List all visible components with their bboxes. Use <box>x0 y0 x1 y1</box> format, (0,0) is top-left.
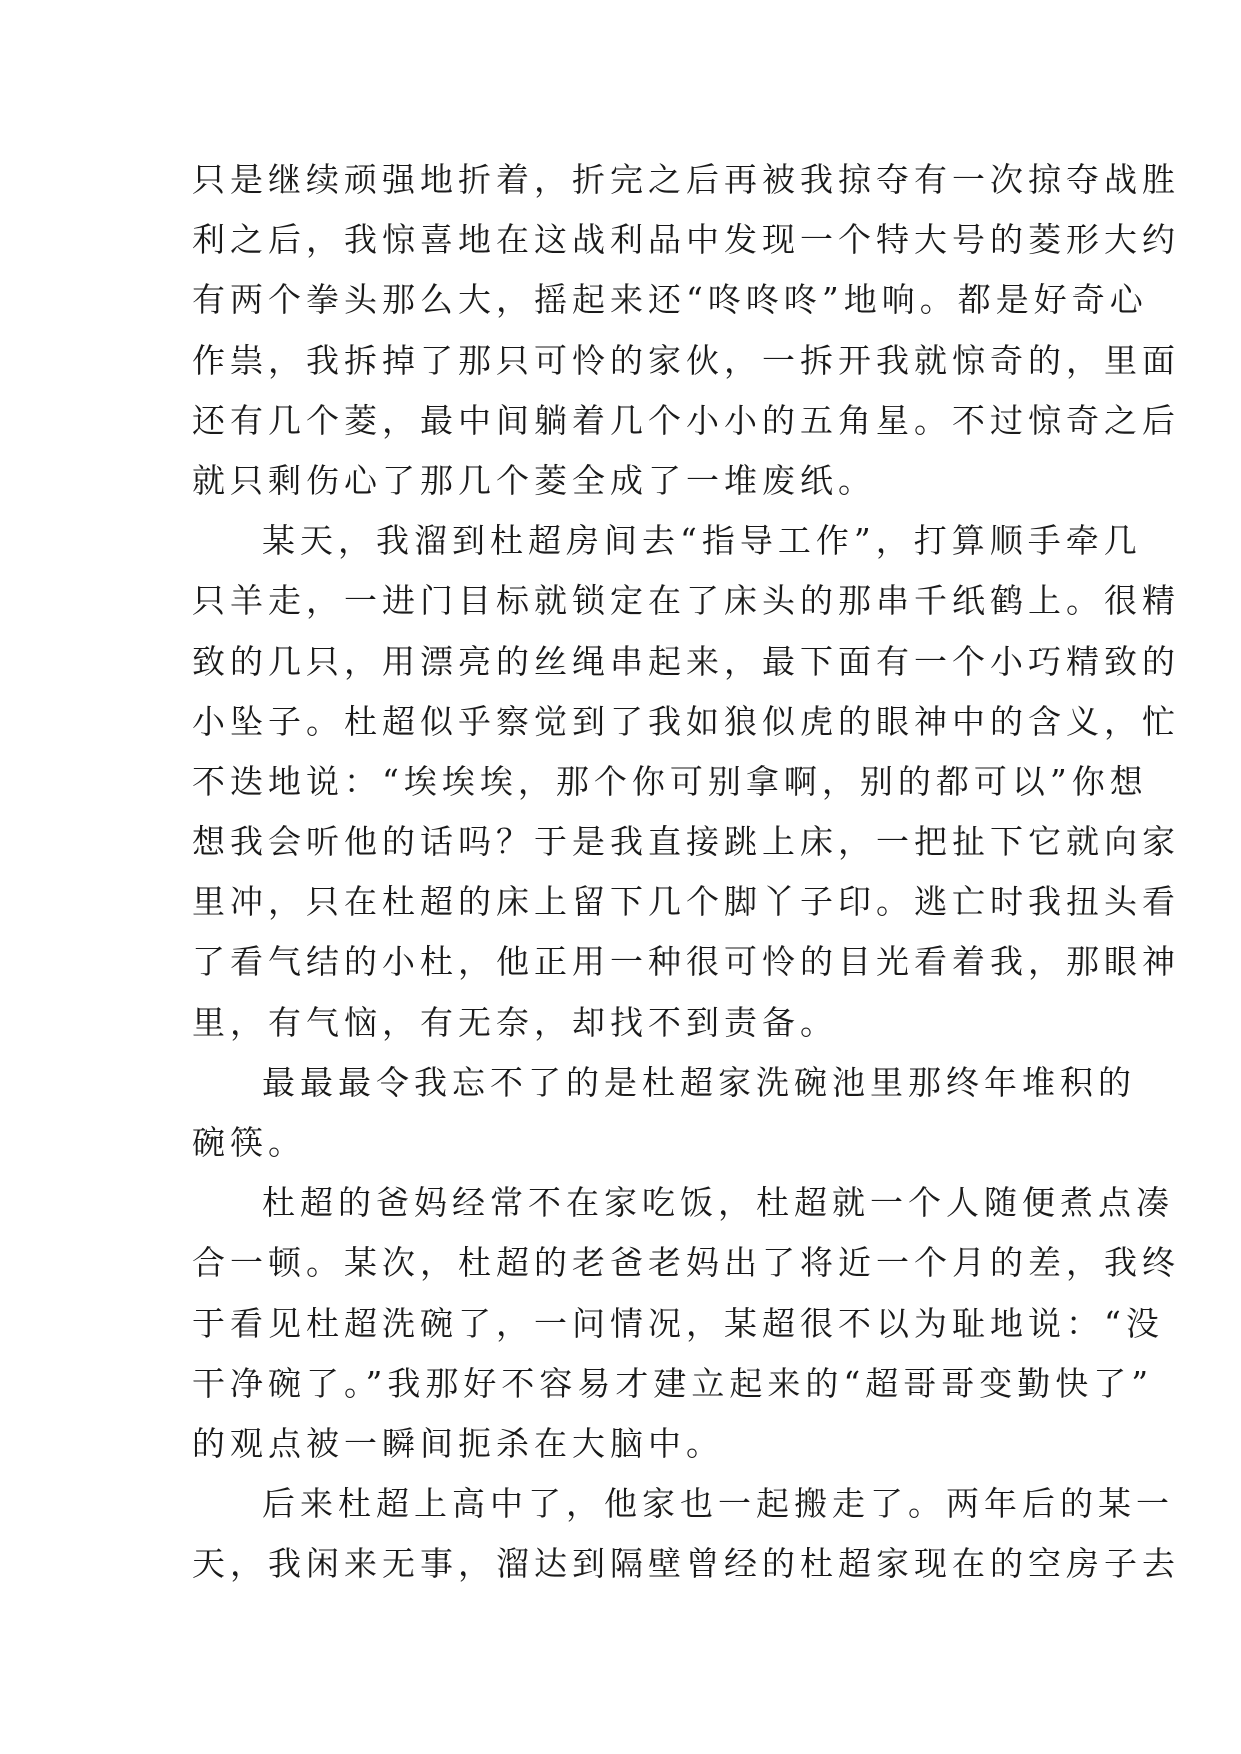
text-line: 天，我闲来无事，溜达到隔壁曾经的杜超家现在的空房子去 <box>192 1544 1180 1584</box>
text-line: 了看气结的小杜，他正用一种很可怜的目光看着我，那眼神 <box>192 942 1180 982</box>
text-line: 合一顿。某次，杜超的老爸老妈出了将近一个月的差，我终 <box>192 1243 1180 1283</box>
text-line: 有两个拳头那么大，摇起来还“咚咚咚”地响。都是好奇心 <box>192 280 1148 320</box>
text-line: 某天，我溜到杜超房间去“指导工作”，打算顺手牵几 <box>262 521 1142 561</box>
paragraph-1 <box>192 150 1180 511</box>
text-line: 不迭地说：“埃埃埃，那个你可别拿啊，别的都可以”你想 <box>192 761 1148 801</box>
paragraph-4 <box>192 1173 1180 1474</box>
text-line: 利之后，我惊喜地在这战利品中发现一个特大号的菱形大约 <box>192 220 1180 260</box>
text-line: 干净碗了。”我那好不容易才建立起来的“超哥哥变勤快了” <box>192 1363 1154 1403</box>
text-line: 想我会听他的话吗？于是我直接跳上床，一把扯下它就向家 <box>192 822 1180 862</box>
text-line: 作祟，我拆掉了那只可怜的家伙，一拆开我就惊奇的，里面 <box>192 340 1180 380</box>
text-line: 就只剩伤心了那几个菱全成了一堆废纸。 <box>192 460 876 500</box>
text-line: 小坠子。杜超似乎察觉到了我如狼似虎的眼神中的含义，忙 <box>192 701 1180 741</box>
paragraph-5 <box>192 1474 1180 1594</box>
text-line: 还有几个菱，最中间躺着几个小小的五角星。不过惊奇之后 <box>192 400 1180 440</box>
text-line: 的观点被一瞬间扼杀在大脑中。 <box>192 1423 724 1463</box>
paragraph-2 <box>192 511 1180 1053</box>
text-line: 里冲，只在杜超的床上留下几个脚丫子印。逃亡时我扭头看 <box>192 882 1180 922</box>
text-line: 于看见杜超洗碗了，一问情况，某超很不以为耻地说：“没 <box>192 1303 1164 1343</box>
text-line: 只是继续顽强地折着，折完之后再被我掠夺有一次掠夺战胜 <box>192 160 1180 199</box>
text-line: 杜超的爸妈经常不在家吃饭，杜超就一个人随便煮点凑 <box>262 1183 1174 1223</box>
text-line: 碗筷。 <box>192 1123 306 1162</box>
text-line: 里，有气恼，有无奈，却找不到责备。 <box>192 1002 838 1042</box>
text-line: 后来杜超上高中了，他家也一起搬走了。两年后的某一 <box>262 1484 1174 1524</box>
text-line: 只羊走，一进门目标就锁定在了床头的那串千纸鹤上。很精 <box>192 581 1180 621</box>
text-line: 最最最令我忘不了的是杜超家洗碗池里那终年堆积的 <box>262 1062 1136 1102</box>
text-line: 致的几只，用漂亮的丝绳串起来，最下面有一个小巧精致的 <box>192 641 1180 681</box>
document-page <box>192 150 1180 1595</box>
paragraph-3 <box>192 1053 1136 1173</box>
